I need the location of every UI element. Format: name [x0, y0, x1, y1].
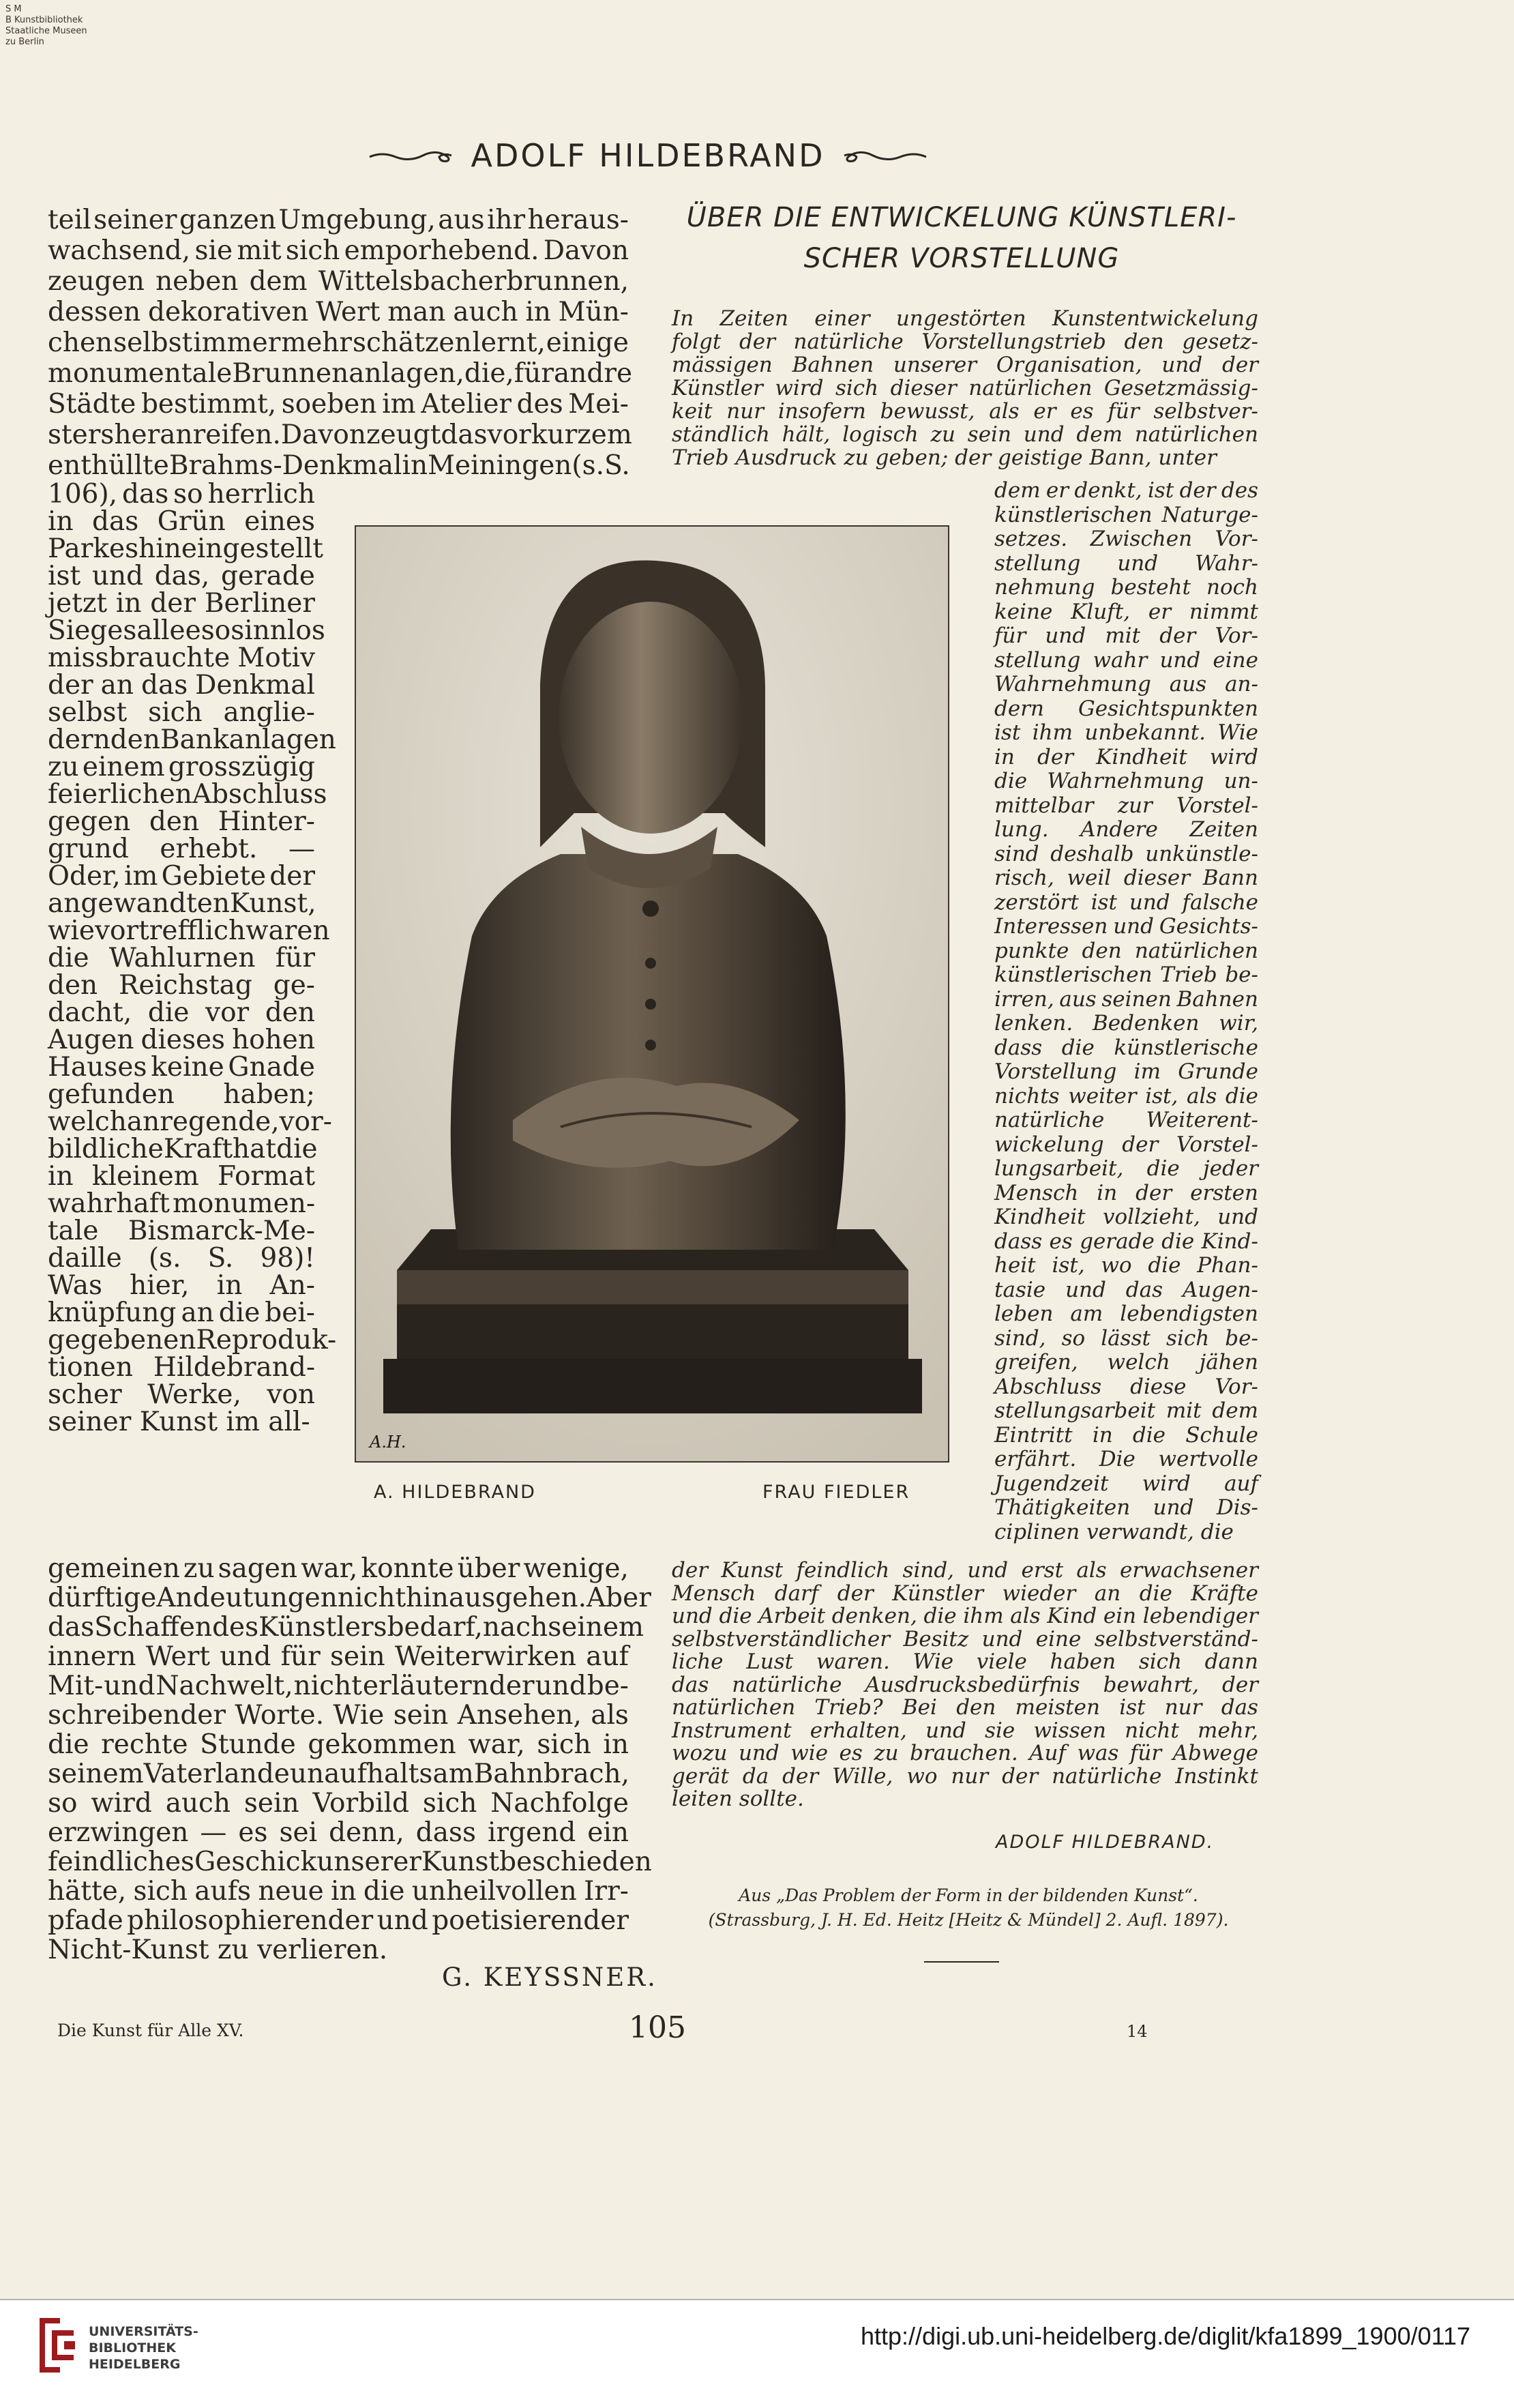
text-line: in das Grün eines	[48, 506, 315, 537]
text-line: der an das Denkmal	[48, 670, 315, 701]
source-line-1: Aus „Das Problem der Form in der bildenden Kunst“.	[739, 1885, 1198, 1905]
text-line: liche Lust waren. Wie viele haben sich dann	[672, 1649, 1258, 1674]
text-line: Mit- und Nachwelt, nicht erläuternder und be-	[48, 1671, 629, 1701]
text-line: sind deshalb unkünstle-	[994, 841, 1258, 866]
text-line: Siegesallee so sinnlos	[48, 615, 325, 646]
text-line: mittelbar zur Vorstel-	[994, 793, 1258, 818]
text-line: erfährt. Die wertvolle	[994, 1447, 1258, 1471]
text-line: ständlich hält, logisch zu sein und dem natürlichen	[672, 422, 1258, 447]
stamp-line: B Kunstbibliothek	[5, 15, 83, 25]
text-line: sters heranreifen. Davon zeugt das vor kurzem	[48, 420, 632, 450]
caption-artist: A. HILDEBRAND	[374, 1482, 536, 1503]
running-title: ADOLF HILDEBRAND	[471, 137, 825, 174]
text-line: Parkes hineingestellt	[48, 533, 323, 564]
text-line: Städte bestimmt, soeben im Atelier des Mei-	[48, 389, 629, 420]
library-bar	[0, 2299, 1514, 2408]
text-line: Jugendzeit wird auf	[994, 1471, 1258, 1496]
text-line: nichts weiter ist, als die	[994, 1083, 1258, 1108]
text-line: feindliches Geschick unserer Kunst beschieden	[48, 1847, 652, 1877]
text-line: Abschluss diese Vor-	[994, 1374, 1258, 1399]
text-line: keine Kluft, er nimmt	[994, 599, 1258, 624]
stamp-line: zu Berlin	[5, 37, 44, 47]
permalink-url[interactable]: http://digi.ub.uni-heidelberg.de/diglit/kfa1899_1900/0117	[861, 2322, 1471, 2350]
text-line: erzwingen — es sei denn, dass irgend ein	[48, 1817, 629, 1848]
university-library-logo-icon[interactable]	[33, 2311, 80, 2379]
journal-name: Die Kunst für Alle XV.	[57, 2021, 244, 2040]
text-line: lungsarbeit, die jeder	[994, 1156, 1258, 1181]
text-line: zerstört ist und falsche	[994, 890, 1258, 915]
text-line: natürlichen Trieb? Bei den meisten ist nur das	[672, 1695, 1258, 1720]
page-header	[348, 135, 948, 176]
text-line: Was hier, in An-	[48, 1270, 315, 1301]
text-line: Trieb Ausdruck zu geben; der geistige Bann, unter	[672, 445, 1217, 470]
text-line: bildliche Kraft hat die	[48, 1134, 318, 1164]
text-line: die Wahlurnen für	[48, 943, 315, 973]
text-line: wahrhaft monumen-	[48, 1188, 315, 1219]
text-line: Thätigkeiten und Dis-	[994, 1495, 1258, 1520]
text-line: keit nur insofern bewusst, als er es für selbstver-	[672, 399, 1258, 424]
text-line: 106), das so herrlich	[48, 479, 315, 510]
text-line: der Kunst feindlich sind, und erst als erwachsener	[672, 1558, 1258, 1583]
text-line: tionen Hildebrand-	[48, 1352, 315, 1383]
text-line: Eintritt in die Schule	[994, 1422, 1258, 1448]
text-line: dernden Bankanlagen	[48, 724, 336, 755]
text-line: heit ist, wo die Phan-	[994, 1253, 1258, 1278]
text-line: dass es gerade die Kind-	[994, 1229, 1258, 1254]
text-line: dürftige Andeutungen nicht hinausgehen. Aber	[48, 1583, 651, 1613]
essay-signature: ADOLF HILDEBRAND.	[996, 1832, 1215, 1853]
text-line: welch anregende, vor-	[48, 1106, 332, 1137]
text-line: wickelung der Vorstel-	[994, 1132, 1258, 1157]
text-line: Vorstellung im Grunde	[994, 1059, 1258, 1084]
text-line: Hauses keine Gnade	[48, 1052, 315, 1083]
text-line: gemeinen zu sagen war, konnte über wenige,	[48, 1553, 629, 1584]
text-line: zeugen neben dem Wittelsbacherbrunnen,	[48, 266, 629, 297]
text-line: Interessen und Gesichts-	[994, 914, 1258, 939]
text-line: dern Gesichtspunkten	[994, 696, 1258, 721]
page-number: 105	[629, 2010, 686, 2045]
essay-wide-top	[672, 307, 1258, 469]
text-line: schreibender Worte. Wie sein Ansehen, als	[48, 1700, 629, 1731]
article-author: G. KEYSSNER.	[442, 1963, 657, 1992]
library-stamp	[5, 4, 87, 48]
text-line: feierlichen Abschluss	[48, 779, 327, 810]
text-line: sind, so lässt sich be-	[994, 1325, 1258, 1351]
text-line: punkte den natürlichen	[994, 938, 1258, 963]
text-line: die rechte Stunde gekommen war, sich in	[48, 1729, 629, 1760]
text-line: stellungsarbeit mit dem	[994, 1398, 1258, 1423]
text-line: missbrauchte Motiv	[48, 643, 315, 673]
text-line: lung. Andere Zeiten	[994, 817, 1258, 842]
text-line: dem er denkt, ist der des	[994, 478, 1258, 503]
library-name[interactable]: UNIVERSITÄTS- BIBLIOTHEK HEIDELBERG	[89, 2324, 198, 2372]
text-line: natürliche Weiterent-	[994, 1108, 1258, 1132]
essay-heading-line-2: SCHER VORSTELLUNG	[803, 243, 1120, 274]
text-line: gegen den Hinter-	[48, 806, 315, 837]
text-line: leben am lebendigsten	[994, 1302, 1258, 1326]
text-line: für und mit der Vor-	[994, 623, 1258, 648]
text-line: monumentale Brunnenanlagen, die, für andre	[48, 358, 633, 389]
text-line: Mensch darf der Künstler wieder an die Kräfte	[672, 1581, 1258, 1606]
text-line: dessen dekorativen Wert man auch in Mün-	[48, 297, 629, 327]
text-line: künstlerischen Trieb be-	[994, 963, 1258, 987]
text-line: gerät da der Wille, wo nur der natürliche Instinkt	[672, 1763, 1258, 1789]
bust-photograph	[355, 525, 949, 1463]
essay-wide-bottom	[672, 1559, 1258, 1811]
text-line: wie vortrefflich waren	[48, 915, 330, 946]
divider-rule	[924, 1961, 999, 1963]
left-column-bottom	[48, 1553, 652, 1965]
text-line: selbst sich anglie-	[48, 697, 315, 728]
text-line: Oder, im Gebiete der	[48, 861, 315, 892]
left-column-narrow	[48, 479, 337, 1437]
text-line: ciplinen verwandt, die	[994, 1519, 1234, 1544]
text-line: den Reichstag ge-	[48, 970, 315, 1001]
text-line: scher Werke, von	[48, 1379, 315, 1410]
text-line: gefunden haben;	[48, 1079, 315, 1110]
text-line: und die Arbeit denken, die ihm als Kind ein lebendiger	[672, 1604, 1258, 1628]
text-line: enthüllte Brahms-Denkmal in Meiningen (s. S.	[48, 450, 630, 481]
text-line: dass die künstlerische	[994, 1035, 1258, 1060]
sculptor-monogram: A.H.	[370, 1433, 406, 1452]
text-line: chen selbst immer mehr schätzen lernt, einige	[48, 327, 629, 358]
text-line: pfade philosophierender und poetisierender	[48, 1905, 629, 1936]
text-line: daille (s. S. 98)!	[48, 1243, 315, 1274]
text-line: innern Wert und für sein Weiterwirken auf	[48, 1641, 629, 1672]
text-line: folgt der natürliche Vorstellungstrieb den gesetz-	[672, 329, 1258, 354]
text-line: wozu und wie es zu brauchen. Auf was für Abwege	[672, 1741, 1258, 1765]
text-line: angewandten Kunst,	[48, 888, 316, 919]
left-ornament-icon	[368, 147, 457, 164]
text-line: jetzt in der Berliner	[48, 588, 315, 619]
text-line: zu einem grosszügig	[48, 752, 315, 782]
essay-heading-line-1: ÜBER DIE ENTWICKELUNG KÜNSTLERI-	[686, 202, 1237, 233]
essay-narrow	[994, 479, 1258, 1544]
left-column-top	[48, 205, 633, 481]
source-line-2: (Strassburg, J. H. Ed. Heitz [Heitz & Mündel] 2. Aufl. 1897).	[708, 1910, 1229, 1930]
text-line: irren, aus seinen Bahnen	[994, 986, 1258, 1012]
text-line: ist ihm unbekannt. Wie	[994, 720, 1258, 745]
stamp-line: S M	[5, 4, 22, 14]
sheet-signature: 14	[1127, 2022, 1148, 2041]
library-bar-divider	[0, 2299, 1514, 2300]
text-line: Nicht-Kunst zu verlieren.	[48, 1935, 388, 1965]
text-line: Kindheit vollzieht, und	[994, 1205, 1258, 1229]
text-line: in kleinem Format	[48, 1161, 315, 1192]
text-line: knüpfung an die bei-	[48, 1297, 315, 1328]
text-line: Augen dieses hohen	[48, 1025, 315, 1055]
text-line: wachsend, sie mit sich emporhebend. Davon	[48, 235, 629, 266]
caption-title: FRAU FIEDLER	[762, 1482, 910, 1503]
text-line: Künstler wird sich dieser natürlichen Gesetzmässig-	[672, 376, 1258, 400]
text-line: Mensch in der ersten	[994, 1180, 1258, 1205]
text-line: lenken. Bedenken wir,	[994, 1011, 1258, 1036]
text-line: in der Kindheit wird	[994, 744, 1258, 769]
text-line: tale Bismarck-Me-	[48, 1216, 315, 1246]
text-line: greifen, welch jähen	[994, 1350, 1258, 1375]
text-line: die Wahrnehmung un-	[994, 769, 1258, 793]
text-line: das natürliche Ausdrucksbedürfnis bewahrt, der	[672, 1672, 1258, 1697]
text-line: mässigen Bahnen unserer Organisation, und der	[672, 353, 1258, 377]
text-line: risch, weil dieser Bann	[994, 866, 1258, 890]
text-line: selbstverständlicher Besitz und eine selbstverständ-	[672, 1626, 1258, 1651]
text-line: setzes. Zwischen Vor-	[994, 527, 1258, 551]
bust-of-frau-fiedler-image	[356, 527, 948, 1461]
text-line: nehmung besteht noch	[994, 575, 1258, 600]
text-line: grund erhebt. —	[48, 834, 315, 864]
text-line: ist und das, gerade	[48, 561, 315, 591]
text-line: seinem Vaterlande unaufhaltsam Bahn brach,	[48, 1759, 630, 1789]
right-ornament-icon	[839, 147, 927, 164]
stamp-line: Staatliche Museen	[5, 26, 87, 36]
text-line: so wird auch sein Vorbild sich Nachfolge	[48, 1788, 629, 1819]
text-line: stellung wahr und eine	[994, 647, 1258, 673]
text-line: künstlerischen Naturge-	[994, 502, 1258, 527]
text-line: In Zeiten einer ungestörten Kunstentwickelung	[672, 306, 1258, 331]
text-line: seiner Kunst im all-	[48, 1407, 310, 1437]
text-line: leiten sollte.	[672, 1787, 804, 1811]
text-line: das Schaffen des Künstlers bedarf, nach seinem	[48, 1612, 644, 1643]
text-line: teil seiner ganzen Umgebung, aus ihr heraus-	[48, 205, 629, 235]
text-line: tasie und das Augen-	[994, 1277, 1258, 1302]
text-line: Wahrnehmung aus an-	[994, 672, 1258, 696]
text-line: hätte, sich aufs neue in die unheilvollen Irr-	[48, 1876, 629, 1907]
text-line: gegebenen Reproduk-	[48, 1325, 337, 1355]
text-line: Instrument erhalten, und sie wissen nicht mehr,	[672, 1718, 1258, 1743]
text-line: dacht, die vor den	[48, 997, 315, 1028]
text-line: stellung und Wahr-	[994, 550, 1258, 576]
